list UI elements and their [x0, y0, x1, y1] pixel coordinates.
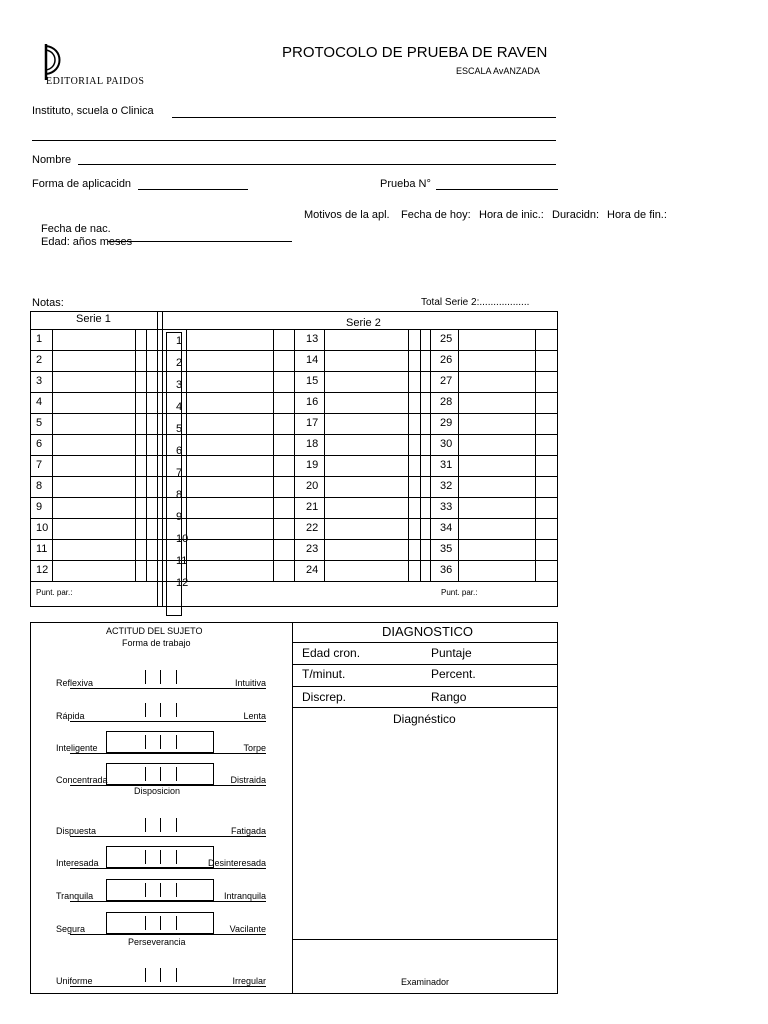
item-number: 8 — [176, 489, 183, 501]
attitude-tick — [160, 916, 161, 930]
item-number: 25 — [440, 333, 453, 345]
page-title: PROTOCOLO DE PRUEBA DE RAVEN — [282, 44, 548, 61]
attitude-right-label: Torpe — [243, 743, 266, 753]
attitude-subtitle: Forma de trabajo — [122, 638, 191, 648]
attitude-left-label: Interesada — [56, 858, 99, 868]
item-number: 35 — [440, 543, 453, 555]
attitude-scale-line[interactable] — [70, 934, 266, 935]
diag-line-2 — [292, 664, 558, 665]
item-number: 32 — [440, 480, 453, 492]
item-number: 8 — [36, 480, 43, 492]
t-minut-label: T/minut. — [302, 667, 346, 681]
attitude-left-label: Dispuesta — [56, 826, 97, 836]
attitude-title: ACTITUD DEL SUJETO — [106, 626, 203, 636]
attitude-left-label: Rápida — [56, 711, 85, 721]
puntaje-label: Puntaje — [431, 646, 472, 660]
item-number: 12 — [176, 577, 189, 589]
item-number: 19 — [306, 459, 319, 471]
item-number: 22 — [306, 522, 319, 534]
attitude-tick — [145, 818, 146, 832]
item-number: 18 — [306, 438, 319, 450]
attitude-scale-line[interactable] — [70, 688, 266, 689]
item-number: 29 — [440, 417, 453, 429]
diag-line-4 — [292, 707, 558, 708]
item-number: 2 — [36, 354, 43, 366]
item-number: 30 — [440, 438, 453, 450]
publisher-name: EDITORIAL PAIDOS — [46, 76, 145, 87]
perseverancia-label: Perseverancia — [128, 937, 186, 947]
attitude-right-label: Desinteresada — [207, 858, 266, 868]
attitude-tick — [160, 883, 161, 897]
diagnostic-title: DIAGNOSTICO — [382, 624, 474, 639]
institute-line[interactable] — [172, 117, 556, 118]
attitude-left-label: Concentrada — [56, 775, 108, 785]
fecha-hoy-label: Fecha de hoy: — [401, 209, 471, 221]
item-number: 6 — [36, 438, 43, 450]
item-number: 12 — [36, 564, 49, 576]
institute-line-2[interactable] — [32, 140, 556, 141]
birth-date-label: Fecha de nac. — [41, 223, 111, 235]
item-number: 9 — [176, 511, 183, 523]
attitude-tick — [145, 883, 146, 897]
examinador-label: Examinador — [401, 977, 450, 987]
attitude-right-label: Intranquila — [223, 891, 266, 901]
page-subtitle: ESCALA AvANZADA — [456, 66, 540, 76]
attitude-tick — [160, 735, 161, 749]
column-line — [186, 329, 187, 581]
item-number: 1 — [176, 335, 183, 347]
item-number: 11 — [36, 543, 48, 555]
motivos-label: Motivos de la apl. — [304, 209, 390, 221]
attitude-left-label: Reflexiva — [56, 678, 94, 688]
item-number: 2 — [176, 357, 183, 369]
item-number: 16 — [306, 396, 319, 408]
total-serie2-label: Total Serie 2:.................. — [421, 297, 530, 308]
item-number: 1 — [36, 333, 43, 345]
column-line — [273, 329, 274, 581]
item-number: 34 — [440, 522, 453, 534]
age-line[interactable] — [108, 241, 292, 242]
attitude-tick — [145, 916, 146, 930]
discrep-label: Discrep. — [302, 690, 347, 704]
item-number: 23 — [306, 543, 319, 555]
attitude-right-label: Fatigada — [230, 826, 266, 836]
attitude-tick — [145, 703, 146, 717]
item-number: 13 — [306, 333, 319, 345]
attitude-scale-line[interactable] — [70, 986, 266, 987]
duracion-label: Duracidn: — [552, 209, 600, 221]
attitude-tick — [160, 968, 161, 982]
item-number: 6 — [176, 445, 183, 457]
serie2-label: Serie 2 — [346, 317, 381, 329]
attitude-tick — [176, 850, 177, 864]
serie-divider — [157, 311, 158, 607]
attitude-right-label: Irregular — [232, 976, 266, 986]
attitude-tick — [160, 850, 161, 864]
item-number: 31 — [440, 459, 453, 471]
attitude-right-label: Lenta — [243, 711, 266, 721]
item-number: 9 — [36, 501, 43, 513]
attitude-tick — [145, 735, 146, 749]
column-line — [408, 329, 409, 581]
notes-label: Notas: — [32, 297, 64, 309]
item-number: 21 — [306, 501, 319, 513]
diag-line-3 — [292, 686, 558, 687]
attitude-tick — [176, 767, 177, 781]
column-line — [535, 329, 536, 581]
diag-line-5 — [292, 939, 558, 940]
item-number: 36 — [440, 564, 453, 576]
attitude-tick — [176, 883, 177, 897]
item-number: 27 — [440, 375, 453, 387]
rango-label: Rango — [431, 690, 467, 704]
score-row-line — [30, 581, 558, 582]
column-line — [294, 329, 295, 581]
item-number: 11 — [176, 555, 188, 567]
column-line — [458, 329, 459, 581]
item-number: 5 — [36, 417, 43, 429]
attitude-tick — [176, 735, 177, 749]
test-number-line[interactable] — [436, 189, 558, 190]
item-number: 3 — [36, 375, 43, 387]
item-number: 15 — [306, 375, 319, 387]
item-number: 14 — [306, 354, 319, 366]
item-number: 33 — [440, 501, 453, 513]
column-line — [52, 329, 53, 581]
hora-fin-label: Hora de fin.: — [607, 209, 667, 221]
item-number: 28 — [440, 396, 453, 408]
item-number: 20 — [306, 480, 319, 492]
item-number: 5 — [176, 423, 183, 435]
attitude-right-label: Distraida — [230, 775, 266, 785]
attitude-scale-line[interactable] — [70, 868, 266, 869]
name-line[interactable] — [78, 164, 556, 165]
item-number: 4 — [36, 396, 43, 408]
attitude-tick — [160, 818, 161, 832]
attitude-left-label: Inteligente — [56, 743, 98, 753]
diag-line-1 — [292, 642, 558, 643]
institute-label: Instituto, scuela o Clinica — [32, 105, 154, 117]
age-label: Edad: años meses — [41, 236, 133, 248]
item-number: 4 — [176, 401, 183, 413]
diagnostico-label: Diagnéstico — [393, 712, 456, 726]
serie2-partial-label: Punt. par.: — [441, 588, 478, 597]
application-form-line[interactable] — [138, 189, 248, 190]
attitude-scale-line[interactable] — [70, 836, 266, 837]
attitude-tick — [145, 850, 146, 864]
serie1-label: Serie 1 — [76, 313, 111, 325]
test-number-label: Prueba N° — [380, 178, 431, 190]
serie1-index-box — [166, 332, 182, 616]
attitude-tick — [160, 670, 161, 684]
column-line — [146, 329, 147, 581]
disposicion-label: Disposicion — [134, 786, 181, 796]
attitude-scale-line[interactable] — [70, 901, 266, 902]
attitude-right-label: Intuitiva — [234, 678, 266, 688]
attitude-tick — [145, 968, 146, 982]
item-number: 24 — [306, 564, 319, 576]
item-number: 7 — [176, 467, 183, 479]
attitude-tick — [176, 916, 177, 930]
application-form-label: Forma de aplicacidn — [32, 178, 132, 190]
attitude-left-label: Uniforme — [56, 976, 93, 986]
percent-label: Percent. — [431, 667, 476, 681]
attitude-scale-line[interactable] — [70, 753, 266, 754]
attitude-tick — [145, 767, 146, 781]
attitude-tick — [176, 818, 177, 832]
attitude-tick — [176, 703, 177, 717]
item-number: 10 — [176, 533, 189, 545]
column-line — [430, 329, 431, 581]
column-line — [135, 329, 136, 581]
attitude-tick — [176, 968, 177, 982]
hora-inicio-label: Hora de inic.: — [479, 209, 544, 221]
attitude-tick — [160, 703, 161, 717]
column-line — [420, 329, 421, 581]
attitude-left-label: Segura — [56, 924, 86, 934]
serie-divider-2 — [162, 311, 163, 607]
serie1-partial-label: Punt. par.: — [36, 588, 73, 597]
attitude-right-label: Vacilante — [229, 924, 266, 934]
item-number: 26 — [440, 354, 453, 366]
item-number: 10 — [36, 522, 49, 534]
item-number: 3 — [176, 379, 183, 391]
item-number: 7 — [36, 459, 43, 471]
column-line — [324, 329, 325, 581]
attitude-tick — [176, 670, 177, 684]
edad-cron-label: Edad cron. — [302, 646, 361, 660]
name-label: Nombre — [32, 154, 72, 166]
attitude-tick — [160, 767, 161, 781]
item-number: 17 — [306, 417, 319, 429]
attitude-left-label: Tranquila — [56, 891, 94, 901]
attitude-scale-line[interactable] — [70, 721, 266, 722]
attitude-tick — [145, 670, 146, 684]
